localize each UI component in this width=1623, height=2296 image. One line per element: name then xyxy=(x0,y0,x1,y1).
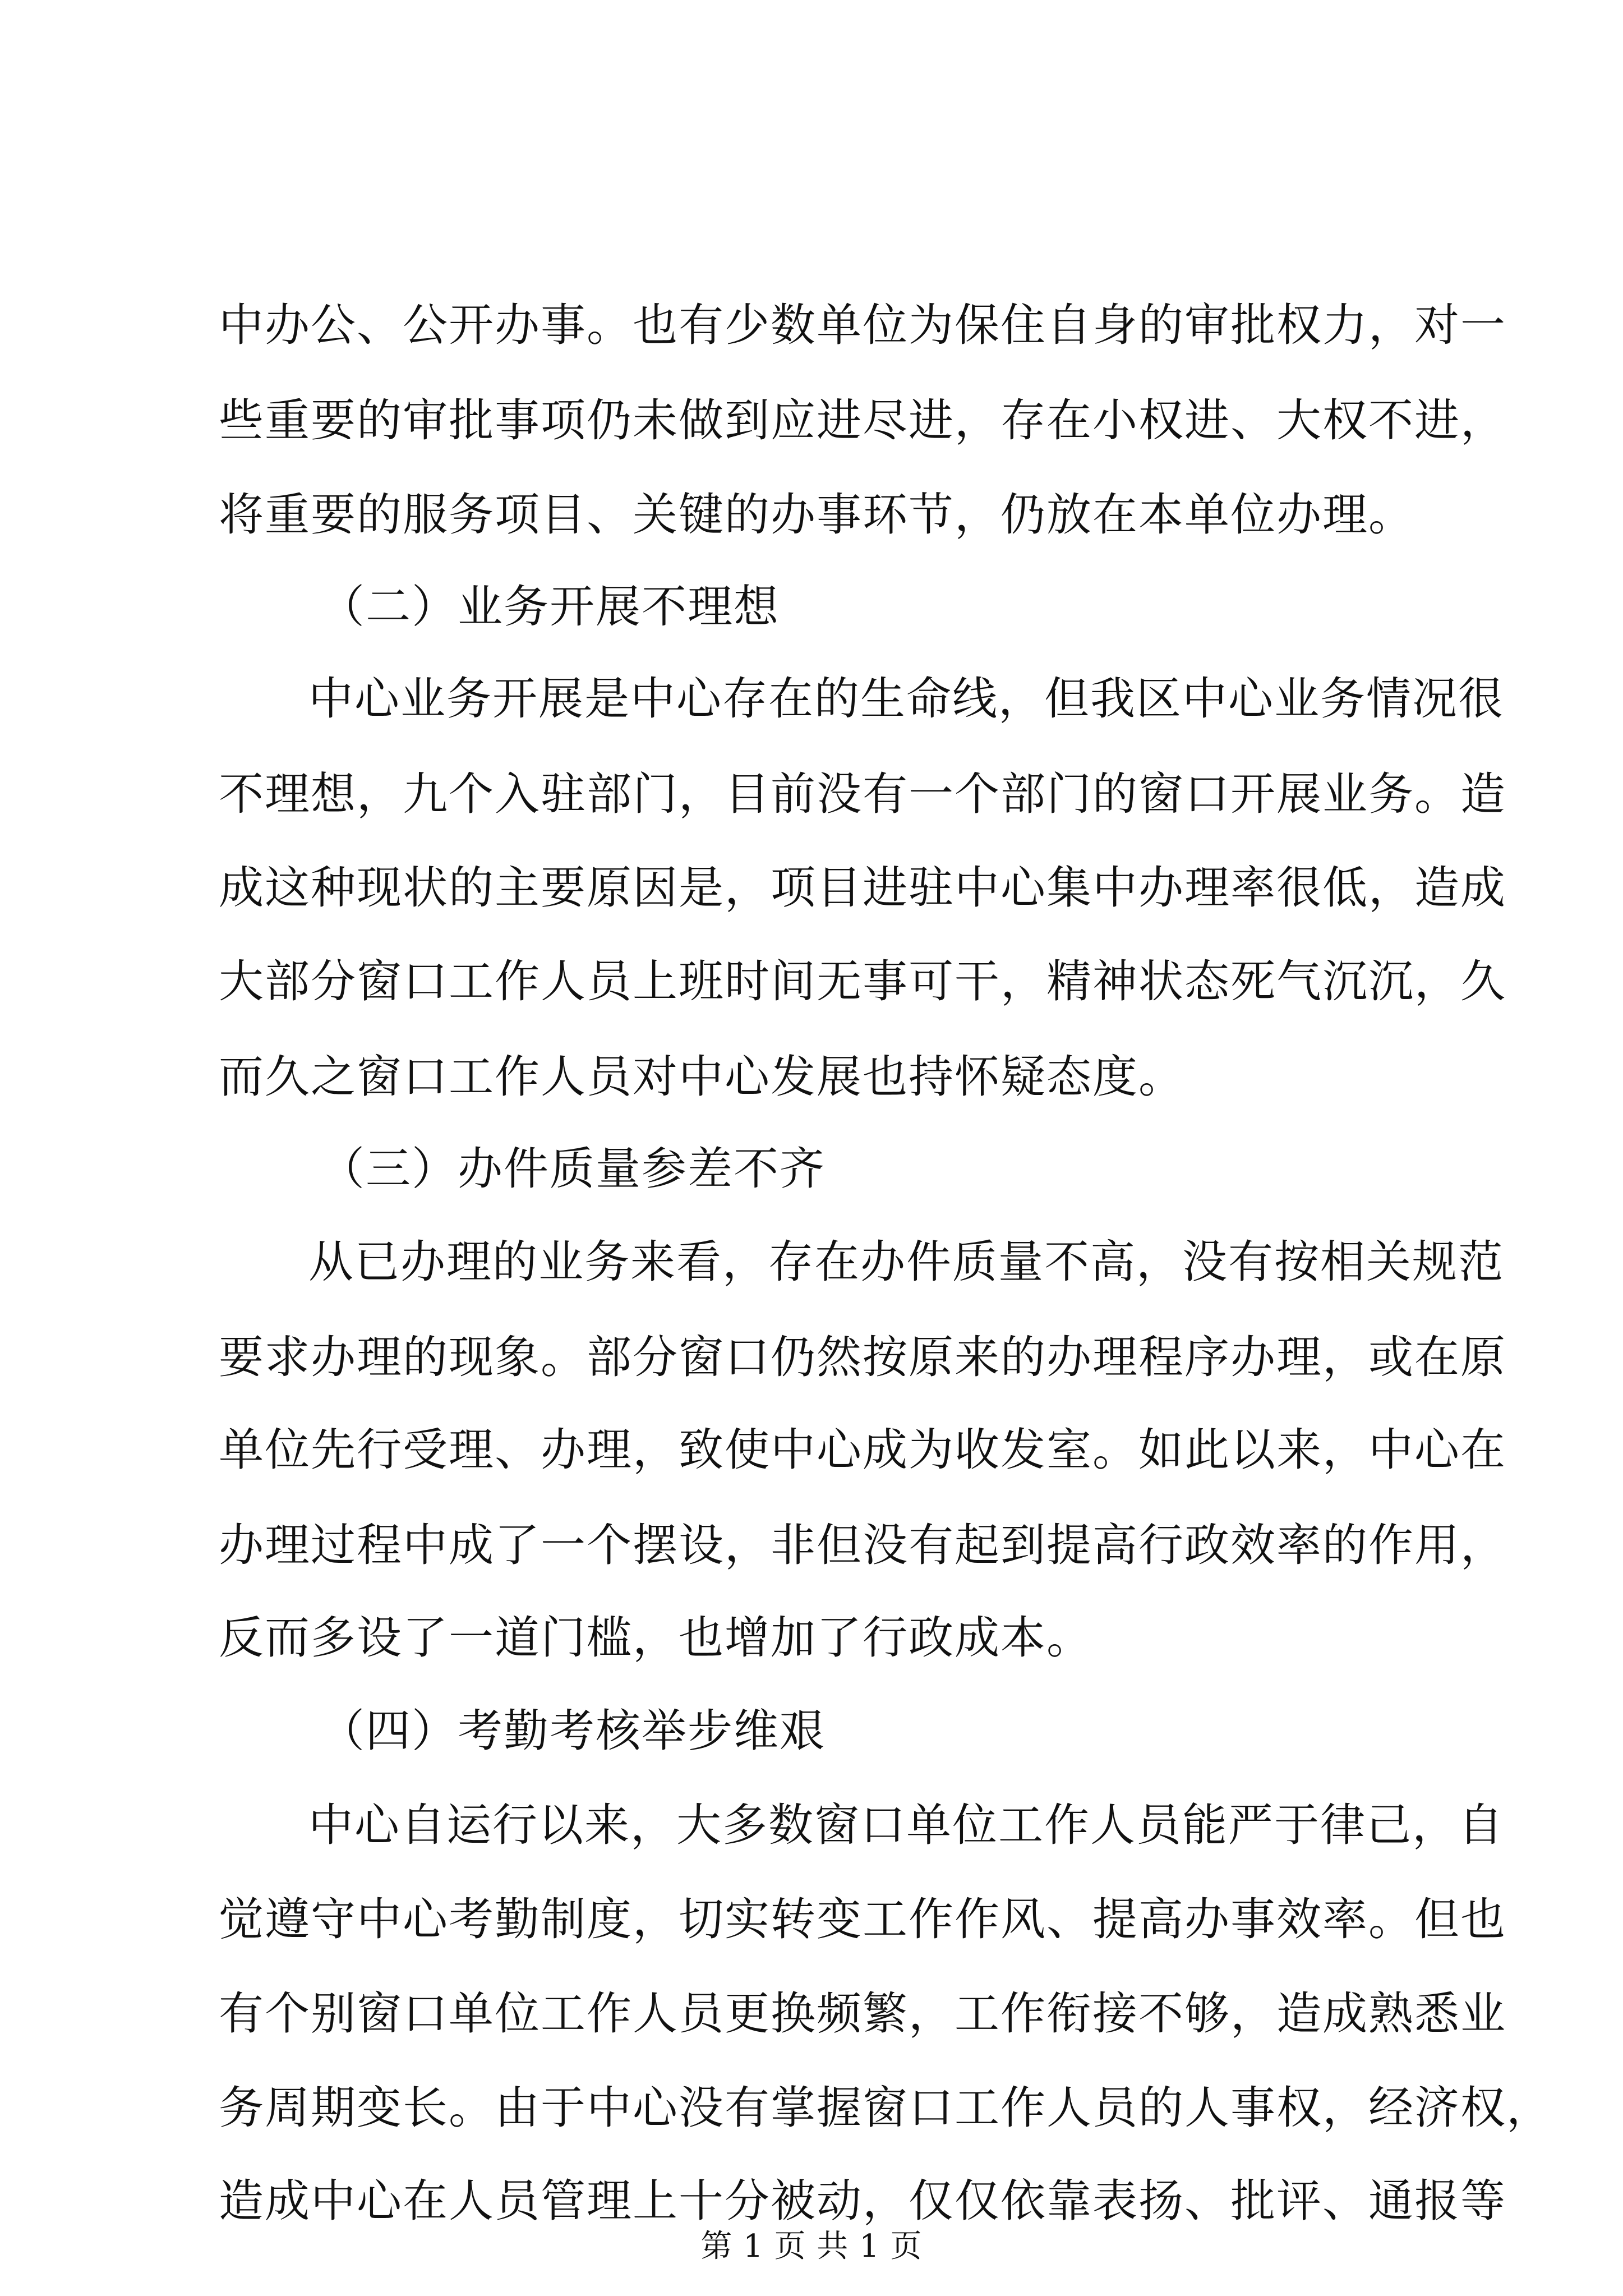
paragraph-line: 不理想，九个入驻部门，目前没有一个部门的窗口开展业务。造 xyxy=(219,768,1506,820)
paragraph-line: 中心自运行以来，大多数窗口单位工作人员能严于律己，自 xyxy=(308,1799,1504,1851)
paragraph-line: 而久之窗口工作人员对中心发展也持怀疑态度。 xyxy=(219,1051,1184,1103)
paragraph-line: 反而多设了一道门槛，也增加了行政成本。 xyxy=(219,1612,1092,1664)
page-footer: 第 1 页 共 1 页 xyxy=(700,2228,923,2265)
paragraph-line: 单位先行受理、办理，致使中心成为收发室。如此以来，中心在 xyxy=(219,1424,1506,1476)
paragraph-line: 造成中心在人员管理上十分被动，仅仅依靠表扬、批评、通报等 xyxy=(219,2175,1506,2227)
section-heading: （二）业务开展不理想 xyxy=(320,581,780,633)
paragraph-line: 办理过程中成了一个摆设，非但没有起到提高行政效率的作用， xyxy=(219,1519,1506,1571)
paragraph-line: 大部分窗口工作人员上班时间无事可干，精神状态死气沉沉，久 xyxy=(219,955,1506,1007)
paragraph-line: 成这种现状的主要原因是，项目进驻中心集中办理率很低，造成 xyxy=(219,862,1506,914)
section-heading: （四）考勤考核举步维艰 xyxy=(320,1705,826,1757)
paragraph-line: 务周期变长。由于中心没有掌握窗口工作人员的人事权，经济权， xyxy=(219,2082,1552,2134)
paragraph-line: 觉遵守中心考勤制度，切实转变工作作风、提高办事效率。但也 xyxy=(219,1893,1506,1945)
paragraph-line: 有个别窗口单位工作人员更换频繁，工作衔接不够，造成熟悉业 xyxy=(219,1987,1506,2040)
paragraph-line: 中心业务开展是中心存在的生命线，但我区中心业务情况很 xyxy=(308,673,1504,725)
paragraph-line: 中办公、公开办事。也有少数单位为保住自身的审批权力，对一 xyxy=(219,299,1506,351)
paragraph-line: 些重要的审批事项仍未做到应进尽进，存在小权进、大权不进， xyxy=(219,394,1506,447)
section-heading: （三）办件质量参差不齐 xyxy=(320,1143,826,1195)
paragraph-line: 将重要的服务项目、关键的办事环节，仍放在本单位办理。 xyxy=(219,489,1414,541)
paragraph-line: 要求办理的现象。部分窗口仍然按原来的办理程序办理，或在原 xyxy=(219,1331,1506,1383)
paragraph-line: 从已办理的业务来看，存在办件质量不高，没有按相关规范 xyxy=(308,1236,1504,1288)
